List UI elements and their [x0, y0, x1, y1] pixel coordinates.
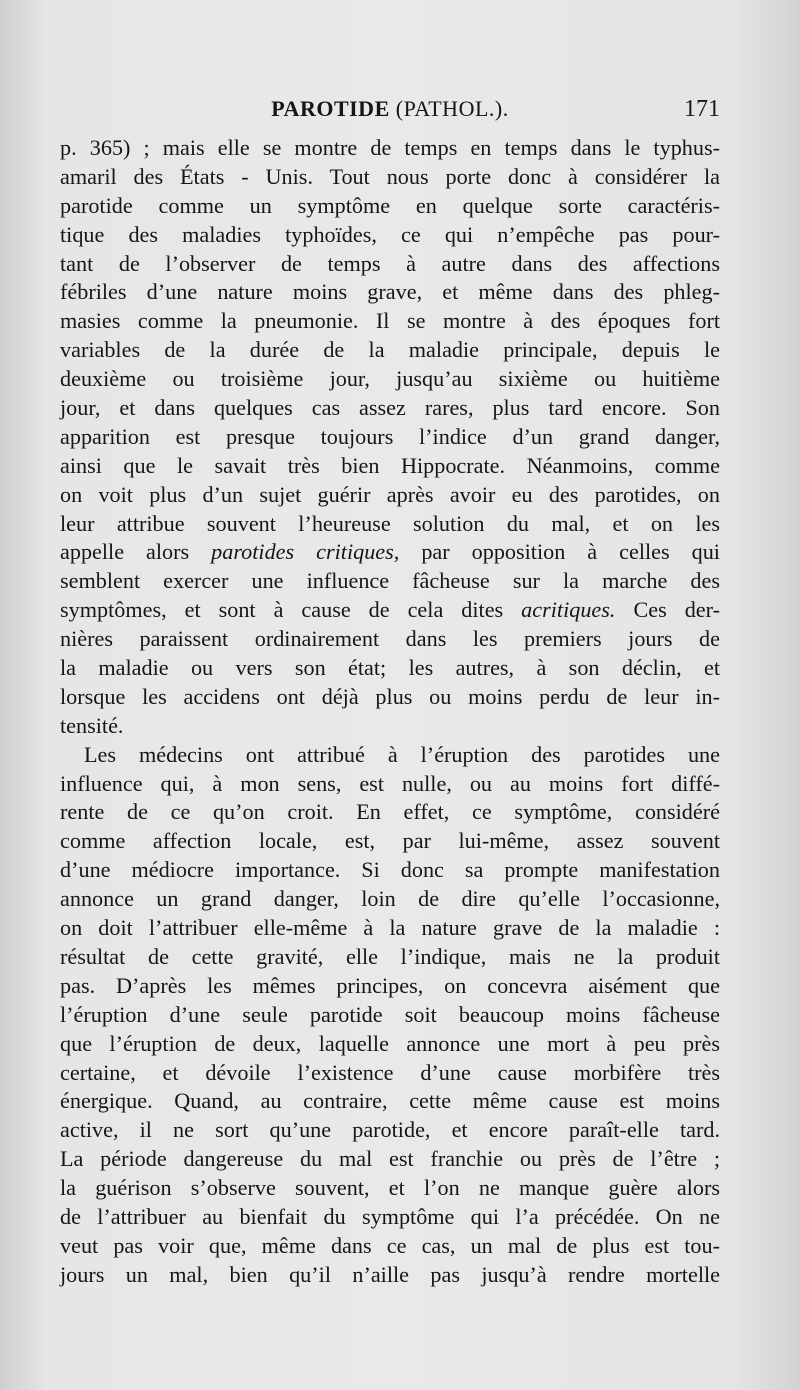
text-line: comme affection locale, est, par lui-même, assez souvent	[60, 828, 720, 854]
text-line: on doit l’attribuer elle-même à la nature grave de la maladie :	[60, 915, 720, 941]
text-line: lorsque les accidens ont déjà plus ou moins perdu de leur in-	[60, 683, 720, 709]
text-line: la guérison s’observe souvent, et l’on ne manque guère alors	[60, 1175, 720, 1201]
text-line: jour, et dans quelques cas assez rares, plus tard encore. Son	[60, 395, 720, 421]
text-line: jours un mal, bien qu’il n’aille pas jusqu’à rendre mortelle	[60, 1261, 720, 1287]
text-line: leur attribue souvent l’heureuse solution du mal, et on les	[60, 510, 720, 536]
text-segment: appelle alors	[60, 539, 190, 565]
running-title-qualifier: (PATHOL.).	[395, 96, 509, 121]
text-line: fébriles d’une nature moins grave, et même dans des phleg-	[60, 279, 720, 305]
text-line	[60, 538, 720, 567]
text-line: résultat de cette gravité, elle l’indique, mais ne la produit	[60, 943, 720, 969]
text-line: tant de l’observer de temps à autre dans des affections	[60, 250, 720, 276]
text-line: l’éruption d’une seule parotide soit beaucoup moins fâcheuse	[60, 1001, 720, 1027]
running-title	[60, 96, 720, 122]
text-line: d’une médiocre importance. Si donc sa prompte manifestation	[60, 857, 720, 883]
text-line: certaine, et dévoile l’existence d’une cause morbifère très	[60, 1059, 720, 1085]
text-line: amaril des États - Unis. Tout nous porte donc à considérer la	[60, 163, 720, 189]
text-line: que l’éruption de deux, laquelle annonce une mort à peu près	[60, 1030, 720, 1056]
page-number: 171	[684, 96, 720, 122]
text-line: tensité.	[60, 712, 124, 738]
text-line: deuxième ou troisième jour, jusqu’au sixième ou huitième	[60, 366, 720, 392]
text-line: Les médecins ont attribué à l’éruption des parotides une	[84, 741, 720, 767]
body-text	[60, 134, 720, 1290]
text-line: ainsi que le savait très bien Hippocrate. Néanmoins, comme	[60, 452, 720, 478]
text-line: tique des maladies typhoïdes, ce qui n’empêche pas pour-	[60, 221, 720, 247]
text-line: active, il ne sort qu’une parotide, et encore paraît-elle tard.	[60, 1117, 720, 1143]
text-line: nières paraissent ordinairement dans les premiers jours de	[60, 626, 720, 652]
text-line: p. 365) ; mais elle se montre de temps en temps dans le typhus-	[60, 135, 720, 160]
italic-term: acritiques.	[521, 597, 616, 623]
text-line: on voit plus d’un sujet guérir après avoir eu des parotides, on	[60, 481, 720, 507]
page-header	[60, 96, 720, 132]
text-line: de l’attribuer au bienfait du symptôme qui l’a précédée. On ne	[60, 1203, 720, 1229]
text-line: semblent exercer une influence fâcheuse sur la marche des	[60, 568, 720, 594]
running-title-main: PAROTIDE	[271, 96, 390, 121]
text-line: pas. D’après les mêmes principes, on concevra aisément que	[60, 972, 720, 998]
text-line: énergique. Quand, au contraire, cette même cause est moins	[60, 1088, 720, 1114]
text-line	[60, 596, 720, 625]
text-line: masies comme la pneumonie. Il se montre à des époques fort	[60, 308, 720, 334]
italic-term: parotides critiques,	[211, 539, 400, 565]
text-segment: symptômes, et sont à cause de cela dites	[60, 597, 504, 623]
text-segment: Ces der-	[633, 597, 720, 623]
text-line: annonce un grand danger, loin de dire qu’elle l’occasionne,	[60, 886, 720, 912]
text-line: la maladie ou vers son état; les autres, à son déclin, et	[60, 655, 720, 681]
text-line: La période dangereuse du mal est franchie ou près de l’être ;	[60, 1146, 720, 1172]
text-line: apparition est presque toujours l’indice d’un grand danger,	[60, 423, 720, 449]
text-segment: par opposition à celles qui	[421, 539, 720, 565]
text-line: rente de ce qu’on croit. En effet, ce symptôme, considéré	[60, 799, 720, 825]
text-line: parotide comme un symptôme en quelque sorte caractéris-	[60, 192, 720, 218]
text-line: veut pas voir que, même dans ce cas, un mal de plus est tou-	[60, 1232, 720, 1258]
text-line: variables de la durée de la maladie principale, depuis le	[60, 337, 720, 363]
text-line: influence qui, à mon sens, est nulle, ou au moins fort diffé-	[60, 770, 720, 796]
